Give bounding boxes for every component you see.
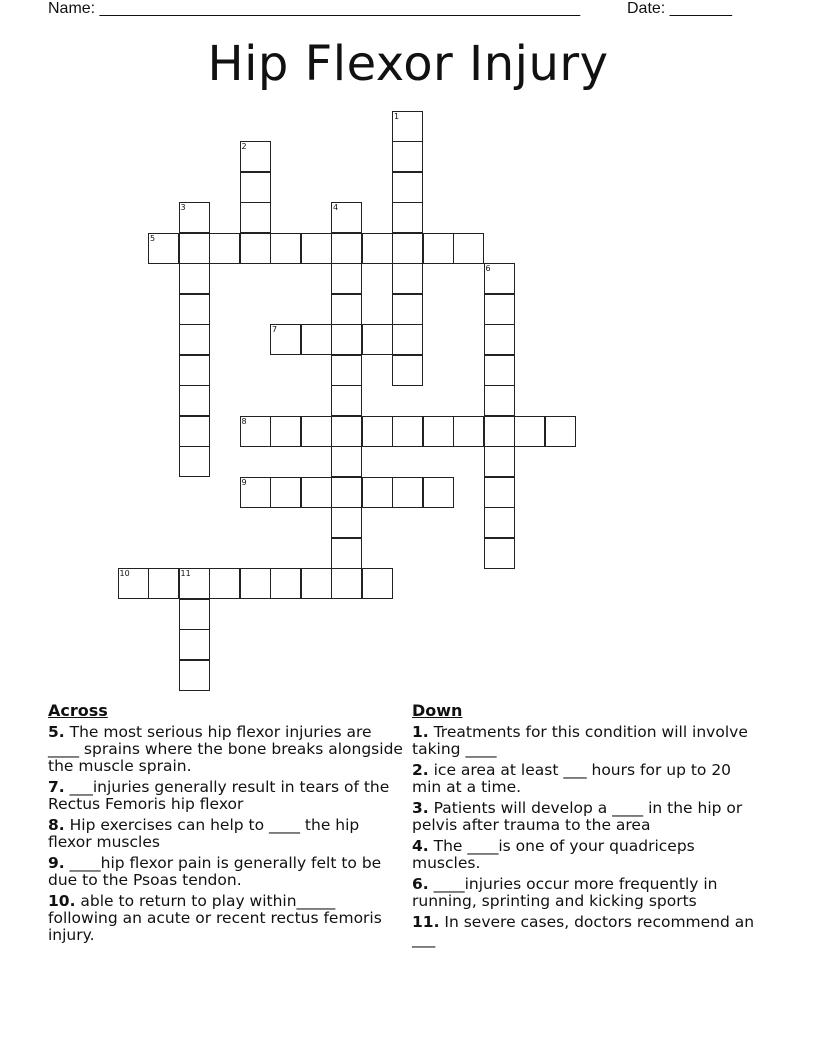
crossword-cell[interactable] <box>362 477 393 508</box>
cell-number: 8 <box>241 416 247 426</box>
cell-number: 4 <box>333 203 339 212</box>
crossword-cell[interactable] <box>148 233 179 264</box>
clue-text: The most serious hip flexor injuries are ____ sprains where the bone breaks alongside the muscle sprain. <box>48 723 403 775</box>
clue-text: able to return to play within_____ following an acute or recent rectus femoris injury. <box>48 892 382 944</box>
across-clue <box>48 724 403 775</box>
cell-number: 6 <box>485 264 491 273</box>
crossword-cell[interactable] <box>301 416 332 447</box>
crossword-cell[interactable] <box>423 477 454 508</box>
crossword-cell[interactable] <box>392 263 423 294</box>
crossword-cell[interactable] <box>148 568 179 599</box>
crossword-cell[interactable] <box>209 568 240 599</box>
clue-number: 11. <box>412 913 440 931</box>
crossword-cell[interactable] <box>392 294 423 325</box>
crossword-cell[interactable] <box>240 568 271 599</box>
cell-number: 7 <box>272 325 278 334</box>
clue-number: 2. <box>412 761 429 779</box>
across-clue <box>48 855 403 889</box>
crossword-cell[interactable] <box>270 416 301 447</box>
crossword-cell[interactable] <box>392 202 423 233</box>
crossword-cell[interactable] <box>301 477 332 508</box>
crossword-cell[interactable] <box>484 294 515 325</box>
crossword-cell[interactable] <box>484 385 515 416</box>
crossword-cell[interactable] <box>362 324 393 355</box>
clue-number: 7. <box>48 778 65 796</box>
across-clue <box>48 779 403 813</box>
crossword-cell[interactable] <box>423 416 454 447</box>
clue-number: 3. <box>412 799 429 817</box>
crossword-cell[interactable] <box>179 233 210 264</box>
crossword-cell[interactable] <box>179 599 210 630</box>
crossword-cell[interactable] <box>453 416 484 447</box>
crossword-cell[interactable] <box>331 233 362 264</box>
cell-number: 10 <box>119 569 130 578</box>
crossword-cell[interactable] <box>179 263 210 294</box>
crossword-cell[interactable] <box>301 324 332 355</box>
crossword-cell[interactable] <box>331 568 362 599</box>
cell-number: 2 <box>241 142 247 151</box>
crossword-cell[interactable] <box>240 233 271 264</box>
crossword-cell[interactable] <box>331 294 362 325</box>
crossword-cell[interactable] <box>270 568 301 599</box>
crossword-cell[interactable] <box>331 324 362 355</box>
crossword-cell[interactable] <box>484 416 515 447</box>
crossword-cell[interactable] <box>453 233 484 264</box>
crossword-cell[interactable] <box>331 446 362 477</box>
down-heading: Down <box>412 701 463 720</box>
crossword-cell[interactable] <box>179 385 210 416</box>
crossword-cell[interactable] <box>392 355 423 386</box>
clue-text: ____injuries occur more frequently in running, sprinting and kicking sports <box>412 875 718 910</box>
clue-text: In severe cases, doctors recommend an ___ <box>412 913 755 948</box>
crossword-cell[interactable] <box>392 111 423 142</box>
crossword-cell[interactable] <box>362 233 393 264</box>
crossword-cell[interactable] <box>362 568 393 599</box>
clue-number: 9. <box>48 854 65 872</box>
date-field: Date: _______ <box>627 0 732 17</box>
crossword-cell[interactable] <box>484 507 515 538</box>
crossword-cell[interactable] <box>331 355 362 386</box>
down-clue <box>412 762 757 796</box>
crossword-cell[interactable] <box>392 141 423 172</box>
crossword-cell[interactable] <box>545 416 576 447</box>
clue-number: 10. <box>48 892 76 910</box>
down-clue <box>412 914 757 948</box>
cell-number: 3 <box>180 203 186 212</box>
crossword-cell[interactable] <box>179 294 210 325</box>
crossword-cell[interactable] <box>331 385 362 416</box>
clue-number: 6. <box>412 875 429 893</box>
crossword-cell[interactable] <box>331 416 362 447</box>
down-clue <box>412 838 757 872</box>
crossword-cell[interactable] <box>331 202 362 233</box>
across-clue <box>48 893 403 944</box>
crossword-cell[interactable] <box>179 416 210 447</box>
clue-number: 5. <box>48 723 65 741</box>
crossword-cell[interactable] <box>270 477 301 508</box>
clue-text: ___injuries generally result in tears of the Rectus Femoris hip flexor <box>48 778 390 813</box>
clue-number: 8. <box>48 816 65 834</box>
cell-number: 9 <box>241 477 247 487</box>
down-clues <box>412 702 757 952</box>
across-clue <box>48 817 403 851</box>
crossword-cell[interactable] <box>392 172 423 203</box>
crossword-cell[interactable] <box>484 324 515 355</box>
down-clue <box>412 724 757 758</box>
crossword-cell[interactable] <box>484 477 515 508</box>
crossword-cell[interactable] <box>179 324 210 355</box>
name-field: Name: ______________________________________________________ <box>48 0 581 17</box>
clue-text: ____hip flexor pain is generally felt to be due to the Psoas tendon. <box>48 854 382 889</box>
crossword-cell[interactable] <box>331 507 362 538</box>
crossword-cell[interactable] <box>179 568 210 599</box>
crossword-cell[interactable] <box>423 233 454 264</box>
crossword-cell[interactable] <box>179 202 210 233</box>
across-heading: Across <box>48 701 108 720</box>
crossword-cell[interactable] <box>392 416 423 447</box>
clue-text: ice area at least ___ hours for up to 20 min at a time. <box>412 761 732 796</box>
crossword-cell[interactable] <box>392 477 423 508</box>
crossword-cell[interactable] <box>484 263 515 294</box>
crossword-cell[interactable] <box>179 629 210 660</box>
crossword-cell[interactable] <box>301 568 332 599</box>
crossword-cell[interactable] <box>331 477 362 508</box>
crossword-cell[interactable] <box>484 446 515 477</box>
clue-text: Hip exercises can help to ____ the hip flexor muscles <box>48 816 360 851</box>
clue-number: 4. <box>412 837 429 855</box>
crossword-cell[interactable] <box>392 324 423 355</box>
clue-text: Treatments for this condition will involve taking ____ <box>412 723 748 758</box>
page-title: Hip Flexor Injury <box>207 36 609 92</box>
crossword-cell[interactable] <box>240 141 271 172</box>
crossword-cell[interactable] <box>240 172 271 203</box>
crossword-cell[interactable] <box>484 355 515 386</box>
cell-number: 11 <box>180 569 191 578</box>
clue-text: The ____is one of your quadriceps muscles. <box>412 837 695 872</box>
crossword-cell[interactable] <box>514 416 545 447</box>
crossword-cell[interactable] <box>484 538 515 569</box>
cell-number: 1 <box>394 111 400 121</box>
crossword-cell[interactable] <box>240 202 271 233</box>
crossword-cell[interactable] <box>179 355 210 386</box>
across-clues <box>48 702 403 948</box>
crossword-cell[interactable] <box>179 446 210 477</box>
crossword-cell[interactable] <box>301 233 332 264</box>
clue-text: Patients will develop a ____ in the hip or pelvis after trauma to the area <box>412 799 743 834</box>
crossword-cell[interactable] <box>240 477 271 508</box>
crossword-cell[interactable] <box>392 233 423 264</box>
crossword-cell[interactable] <box>179 660 210 691</box>
crossword-cell[interactable] <box>362 416 393 447</box>
clue-number: 1. <box>412 723 429 741</box>
crossword-cell[interactable] <box>270 324 301 355</box>
crossword-cell[interactable] <box>209 233 240 264</box>
crossword-cell[interactable] <box>331 538 362 569</box>
crossword-cell[interactable] <box>240 416 271 447</box>
cell-number: 5 <box>150 233 156 243</box>
down-clue <box>412 800 757 834</box>
crossword-cell[interactable] <box>118 568 149 599</box>
crossword-cell[interactable] <box>331 263 362 294</box>
down-clue <box>412 876 757 910</box>
crossword-cell[interactable] <box>270 233 301 264</box>
